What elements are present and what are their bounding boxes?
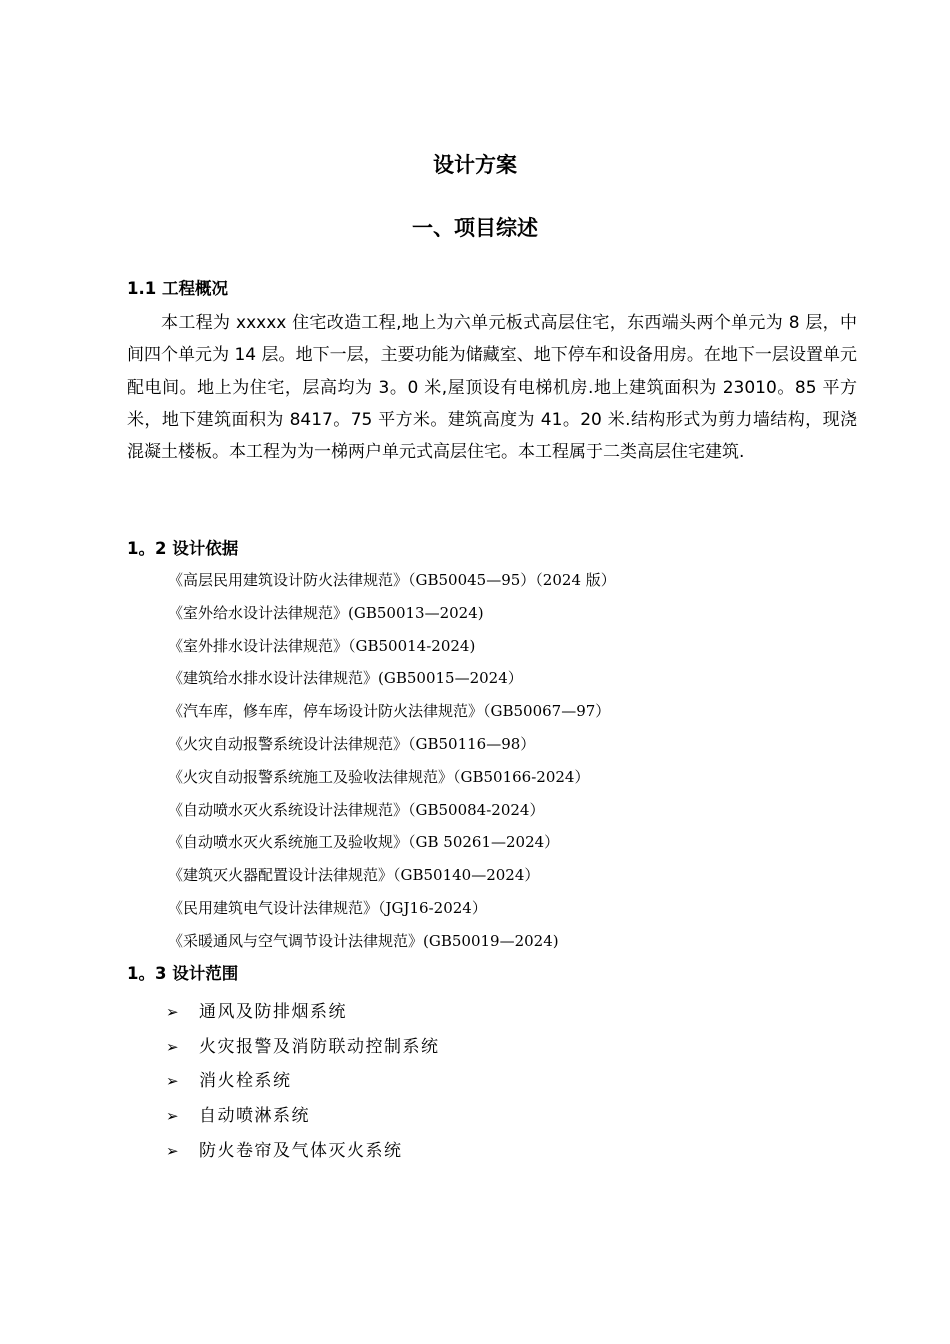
list-item: [166, 1133, 440, 1168]
arrow-bullet-icon: ➢: [166, 1072, 179, 1091]
design-basis-list: [168, 568, 616, 962]
list-item: 《室外给水设计法律规范》(GB50013—2024): [168, 603, 484, 622]
arrow-bullet-icon: ➢: [166, 1003, 179, 1022]
list-item: [166, 1064, 440, 1099]
list-item: 《火灾自动报警系统施工及验收法律规范》（GB50166-2024）: [168, 767, 590, 786]
document-title: 设计方案: [433, 153, 517, 177]
section-heading-design-scope: 1。3 设计范围: [127, 964, 239, 983]
list-item: 《建筑给水排水设计法律规范》(GB50015—2024）: [168, 669, 523, 688]
design-scope-list: [166, 995, 440, 1168]
section-heading-design-basis: 1。2 设计依据: [127, 539, 239, 558]
overview-paragraph: 本工程为 xxxxx 住宅改造工程,地上为六单元板式高层住宅，东西端头两个单元为 8 层，中间四个单元为 14 层。地下一层，主要功能为储藏室、地下停车和设备用房。在地下一层设置单元配电间。地上为住宅，层高均为 3。0 米,屋顶设有电梯机房.地上建筑面积为 23010。85 平方米，地下建筑面积为 8417。75 平方米。建筑高度为 41。20 米.结构形式为剪力墙结构，现浇混凝土楼板。本工程为为一梯两户单元式高层住宅。本工程属于二类高层住宅建筑.: [127, 313, 857, 463]
list-item-text: 通风及防排烟系统: [199, 1002, 347, 1023]
arrow-bullet-icon: ➢: [166, 1107, 179, 1126]
chapter-title: 一、项目综述: [412, 216, 538, 240]
arrow-bullet-icon: ➢: [166, 1141, 179, 1160]
list-item: 《高层民用建筑设计防火法律规范》（GB50045—95）（2024 版）: [168, 571, 616, 589]
list-item: [166, 1099, 440, 1134]
list-item: 《采暖通风与空气调节设计法律规范》(GB50019—2024): [168, 931, 559, 950]
list-item: [166, 1030, 440, 1065]
list-item: 《室外排水设计法律规范》（GB50014-2024): [168, 636, 476, 655]
list-item-text: 自动喷淋系统: [199, 1106, 310, 1127]
list-item: 《汽车库，修车库，停车场设计防火法律规范》（GB50067—97）: [168, 702, 611, 721]
list-item: [166, 995, 440, 1030]
list-item: 《火灾自动报警系统设计法律规范》（GB50116—98）: [168, 734, 536, 753]
list-item-text: 火灾报警及消防联动控制系统: [199, 1036, 440, 1057]
list-item: 《民用建筑电气设计法律规范》（JGJ16-2024）: [168, 898, 487, 917]
list-item: 《建筑灭火器配置设计法律规范》（GB50140—2024）: [168, 866, 540, 885]
list-item: 《自动喷水灭火系统设计法律规范》（GB50084-2024）: [168, 800, 545, 819]
list-item-text: 消火栓系统: [199, 1071, 292, 1092]
section-heading-overview: 1.1 工程概况: [127, 279, 228, 298]
list-item-text: 防火卷帘及气体灭火系统: [199, 1140, 403, 1161]
arrow-bullet-icon: ➢: [166, 1037, 179, 1056]
list-item: 《自动喷水灭火系统施工及验收规》（GB 50261—2024）: [168, 833, 560, 852]
